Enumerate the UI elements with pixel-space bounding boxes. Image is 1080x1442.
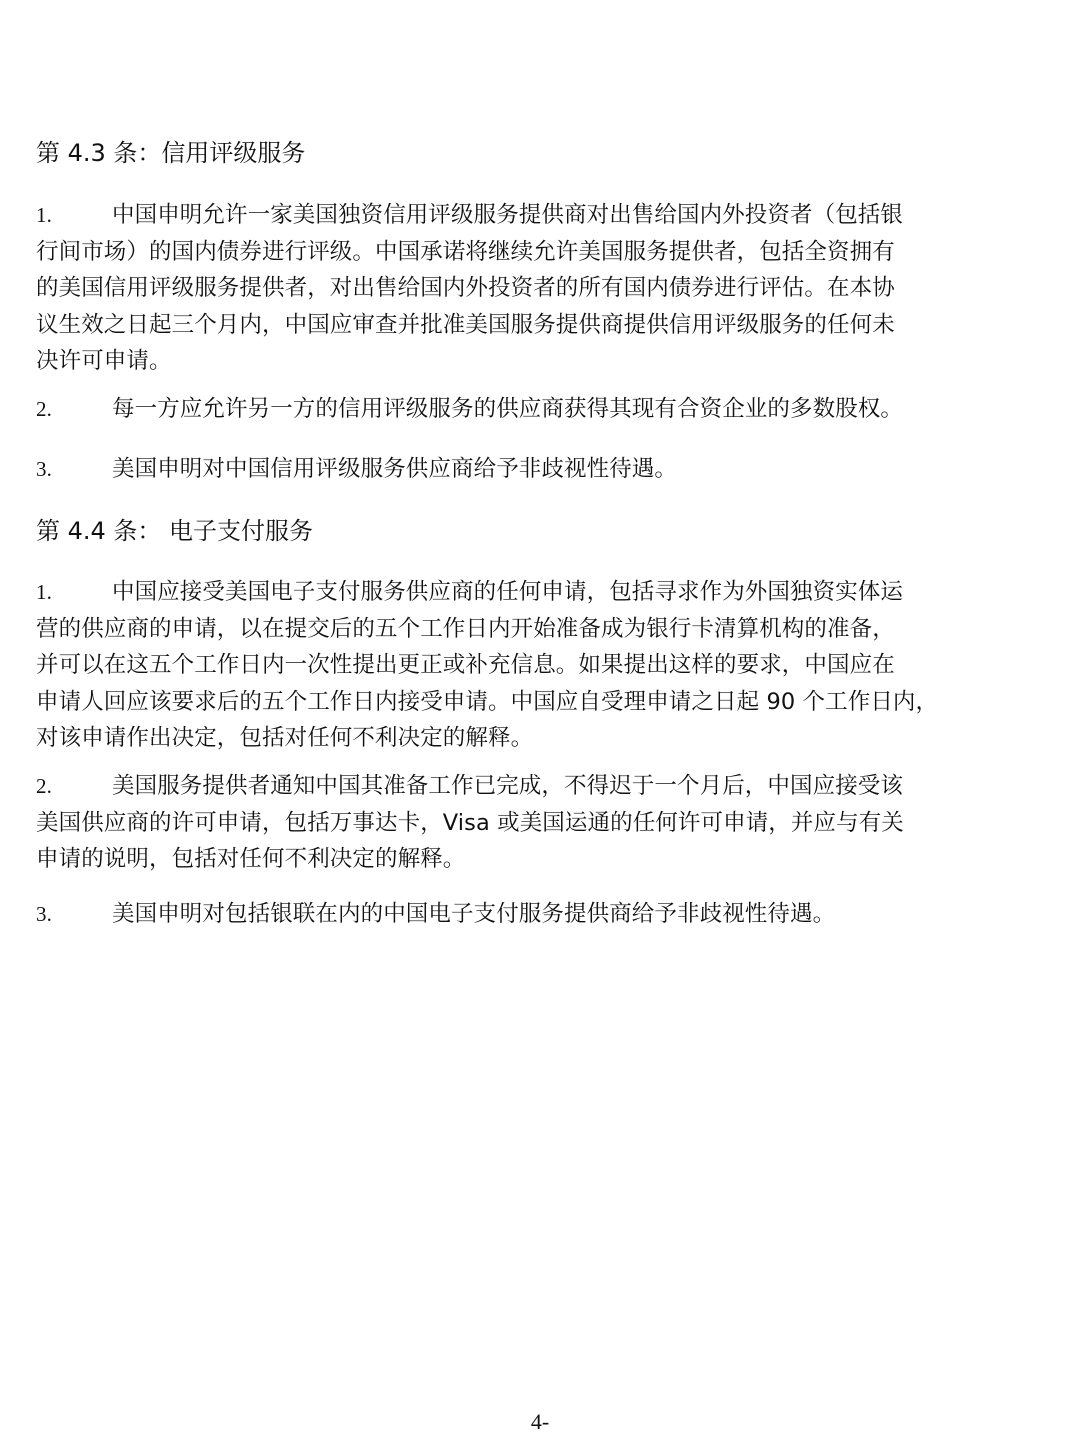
line-text: 美国服务提供者通知中国其准备工作已完成，不得迟于一个月后，中国应接受该 — [112, 773, 904, 799]
paragraph-line: 行间市场）的国内债券进行评级。中国承诺将继续允许美国服务提供者，包括全资拥有 — [36, 238, 895, 265]
line-text: 美国申明对中国信用评级服务供应商给予非歧视性待遇。 — [112, 456, 678, 482]
line-text: 每一方应允许另一方的信用评级服务的供应商获得其现有合资企业的多数股权。 — [112, 396, 904, 422]
paragraph-4-3-3 — [36, 451, 1036, 488]
paragraph-4-4-3 — [36, 896, 1036, 933]
paragraph-line: 议生效之日起三个月内，中国应审查并批准美国服务提供商提供信用评级服务的任何未 — [36, 311, 895, 338]
paragraph-4-3-2 — [36, 391, 1036, 428]
paragraph-number: 1. — [36, 203, 52, 227]
paragraph-line: 营的供应商的申请，以在提交后的五个工作日内开始准备成为银行卡清算机构的准备， — [36, 615, 895, 642]
paragraph-number: 3. — [36, 902, 52, 926]
line-text: 中国应接受美国电子支付服务供应商的任何申请，包括寻求作为外国独资实体运 — [112, 579, 904, 605]
page-number: 4- — [530, 1409, 550, 1434]
paragraph-number: 3. — [36, 457, 52, 481]
paragraph-number: 1. — [36, 580, 52, 604]
paragraph-4-4-1 — [36, 574, 1036, 757]
paragraph-line — [36, 391, 1036, 428]
paragraph-number: 2. — [36, 774, 52, 798]
paragraph-line — [36, 451, 1036, 488]
section-heading-4-3: 第 4.3 条：信用评级服务 — [36, 139, 306, 167]
paragraph-line — [36, 768, 1036, 805]
paragraph-line: 并可以在这五个工作日内一次性提出更正或补充信息。如果提出这样的要求，中国应在 — [36, 652, 895, 678]
line-text: 中国申明允许一家美国独资信用评级服务提供商对出售给国内外投资者（包括银 — [112, 202, 904, 228]
paragraph-line — [36, 574, 1036, 611]
paragraph-line: 申请人回应该要求后的五个工作日内接受申请。中国应自受理申请之日起 90 个工作日内， — [36, 688, 939, 715]
paragraph-number: 2. — [36, 397, 52, 421]
paragraph-line: 美国供应商的许可申请，包括万事达卡，Visa 或美国运通的任何许可申请，并应与有关 — [36, 809, 904, 836]
paragraph-line — [36, 197, 1036, 234]
paragraph-line — [36, 896, 1036, 933]
paragraph-line: 对该申请作出决定，包括对任何不利决定的解释。 — [36, 725, 534, 751]
paragraph-line: 申请的说明，包括对任何不利决定的解释。 — [36, 846, 466, 872]
section-heading-4-4: 第 4.4 条： 电子支付服务 — [36, 517, 314, 545]
line-text: 美国申明对包括银联在内的中国电子支付服务提供商给予非歧视性待遇。 — [112, 901, 836, 927]
paragraph-4-4-2 — [36, 768, 1036, 878]
paragraph-line: 决许可申请。 — [36, 348, 172, 374]
paragraph-4-3-1 — [36, 197, 1036, 380]
paragraph-line: 的美国信用评级服务提供者，对出售给国内外投资者的所有国内债券进行评估。在本协 — [36, 275, 895, 301]
